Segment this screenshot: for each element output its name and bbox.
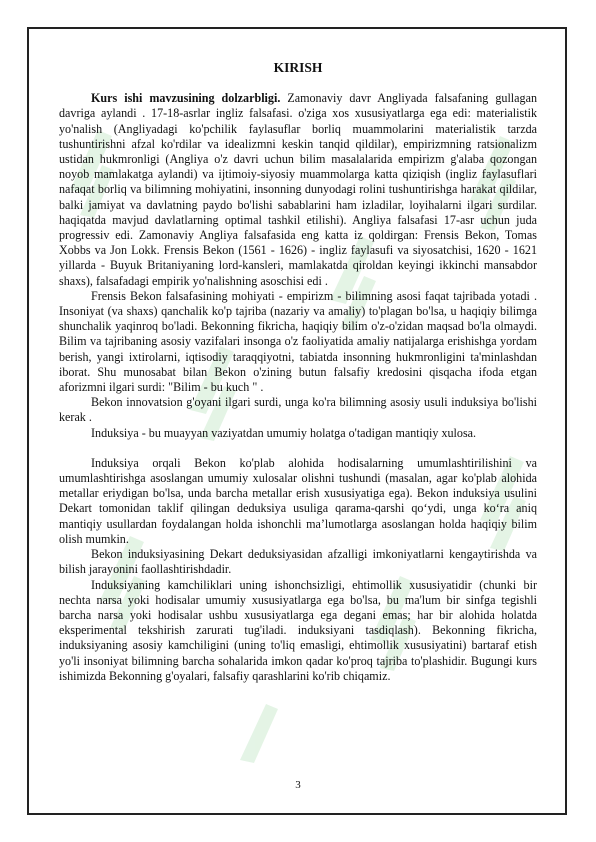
document-body [59,60,537,684]
paragraph-lead: Kurs ishi mavzusining dolzarbligi. [91,91,281,106]
paragraph-1 [59,91,537,289]
paragraph-6: Bekon induksiyasining Dekart deduksiyasidan afzalligi imkoniyatlarni kengaytirishda va bilish jarayonini faollashtirishdadir. [59,547,537,577]
paragraph-4: Induksiya - bu muayyan vaziyatdan umumiy holatga o'tadigan mantiqiy xulosa. [91,425,477,440]
paragraph-text: Zamonaviy davr Angliyada falsafaning gullagan davriga aylandi . 17-18-asrlar ingliz falsafasi. o'ziga xos xususiyatlarga ega edi: materialistik yo'nalish (Angliyadagi ko'pchilik faylasuflar borliq muammolarini materialistik tarzda tushuntirishni afzal ko'rdilar va idealizmni keskin tanqid qildilar), empirizmning ratsionalizm ustidan hukmronligi (Angliya o'z davri uchun bilim masalalarida empirizm g'alaba qozongan noyob mamlakatga aylandi) va ijtimoiy-siyosiy muammolarga katta qiziqish (ingliz faylasuflari nafaqat borliq va bilimning mohiyatini, insonning dunyodagi rolini tushuntirishga harakat qildilar, balki jamiyat va davlatning paydo bo'lishi sabablarini ham izladilar, loyihalarni ilgari surdilar. haqiqatda mavjud davlatlarning optimal tashkil etilishi). Angliya falsafasi 17-asr uchun juda progressiv edi. Zamonaviy Angliya falsafasida eng katta iz qoldirgan: Frensis Bekon, Tomas Xobbs va Jon Lokk. Frensis Bekon (1561 - 1626) - ingliz faylasufi va siyosatchisi, 1620 - 1621 yillarda - Buyuk Britaniyaning lord-kansleri, mamlakatda qiroldan keyingi ikkinchi mansabdor shaxs), falsafadagi empirik yo'nalishning asoschisi edi . [59,91,537,288]
paragraph-7: Induksiyaning kamchiliklari uning ishonchsizligi, ehtimollik xususiyatidir (chunki bir nechta narsa yoki hodisalar umumiy xususiyatlarga ega bo'lsa, bu ma'lum bir sinfga tegishli barcha narsa yoki hodisalar ushbu xususiyatlarga ega degani emas; har bir alohida holatda eksperimental tekshirish zarurati tug'iladi. induksiyani tasdiqlash). Bekonning fikricha, induksiyaning asosiy kamchiligini (uning to'liq emasligi, ehtimollik xususiyatini) bartaraf etish yo'li insoniyat bilimning barcha sohalarida imkon qadar ko'proq tajriba to'plashidir. Bugungi kurs ishimizda Bekonning g'oyalari, falsafiy qarashlarini ko'rib chiqamiz. [59,577,537,683]
paragraph-5: Induksiya orqali Bekon ko'plab alohida hodisalarning umumlashtirilishini va umumlashtirishga asoslangan umumiy xulosalar olishni tushundi (masalan, agar ko'plab alohida metallar eriydigan bo'lsa, unda barcha metallar erish xususiyatiga ega). Bekon induksiya usulini Dekart tomonidan taklif qilingan deduksiya usuliga qarama-qarshi qo‘ydi, unga ko‘ra aniq mantiqiy usullardan foydalangan holda ishonchli ma’lumotlarga asoslangan holda haqiqiy bilim olish mumkin. [59,455,537,546]
page-number: 3 [295,779,301,791]
paragraph-2: Frensis Bekon falsafasining mohiyati - empirizm - bilimning asosi faqat tajribada yotadi . Insoniyat (va shaxs) qanchalik ko'p tajriba (nazariy va amaliy) to'plagan bo'lsa, u haqiqiy bilimga shunchalik yaqinroq bo'ladi. Bekonning fikricha, haqiqiy bilim o'z-o'zidan maqsad bo'la olmaydi. Bilim va tajribaning asosiy vazifalari insonga o'z faoliyatida amaliy natijalarga erishishga yordam berish, yangi ixtirolarni, iqtisodiy taraqqiyotni, tabiatda insonning hukmronligini ta'minlashdan iborat. Shu munosabat bilan Bekon o'zining butun falsafiy kredosini qisqacha ifoda etgan aforizmni ilgari surdi: "Bilim - bu kuch " . [59,288,537,395]
page-title: KIRISH [273,60,323,75]
paragraph-3: Bekon innovatsion g'oyani ilgari surdi, unga ko'ra bilimning asosiy usuli induksiya bo'lishi kerak . [59,395,537,425]
